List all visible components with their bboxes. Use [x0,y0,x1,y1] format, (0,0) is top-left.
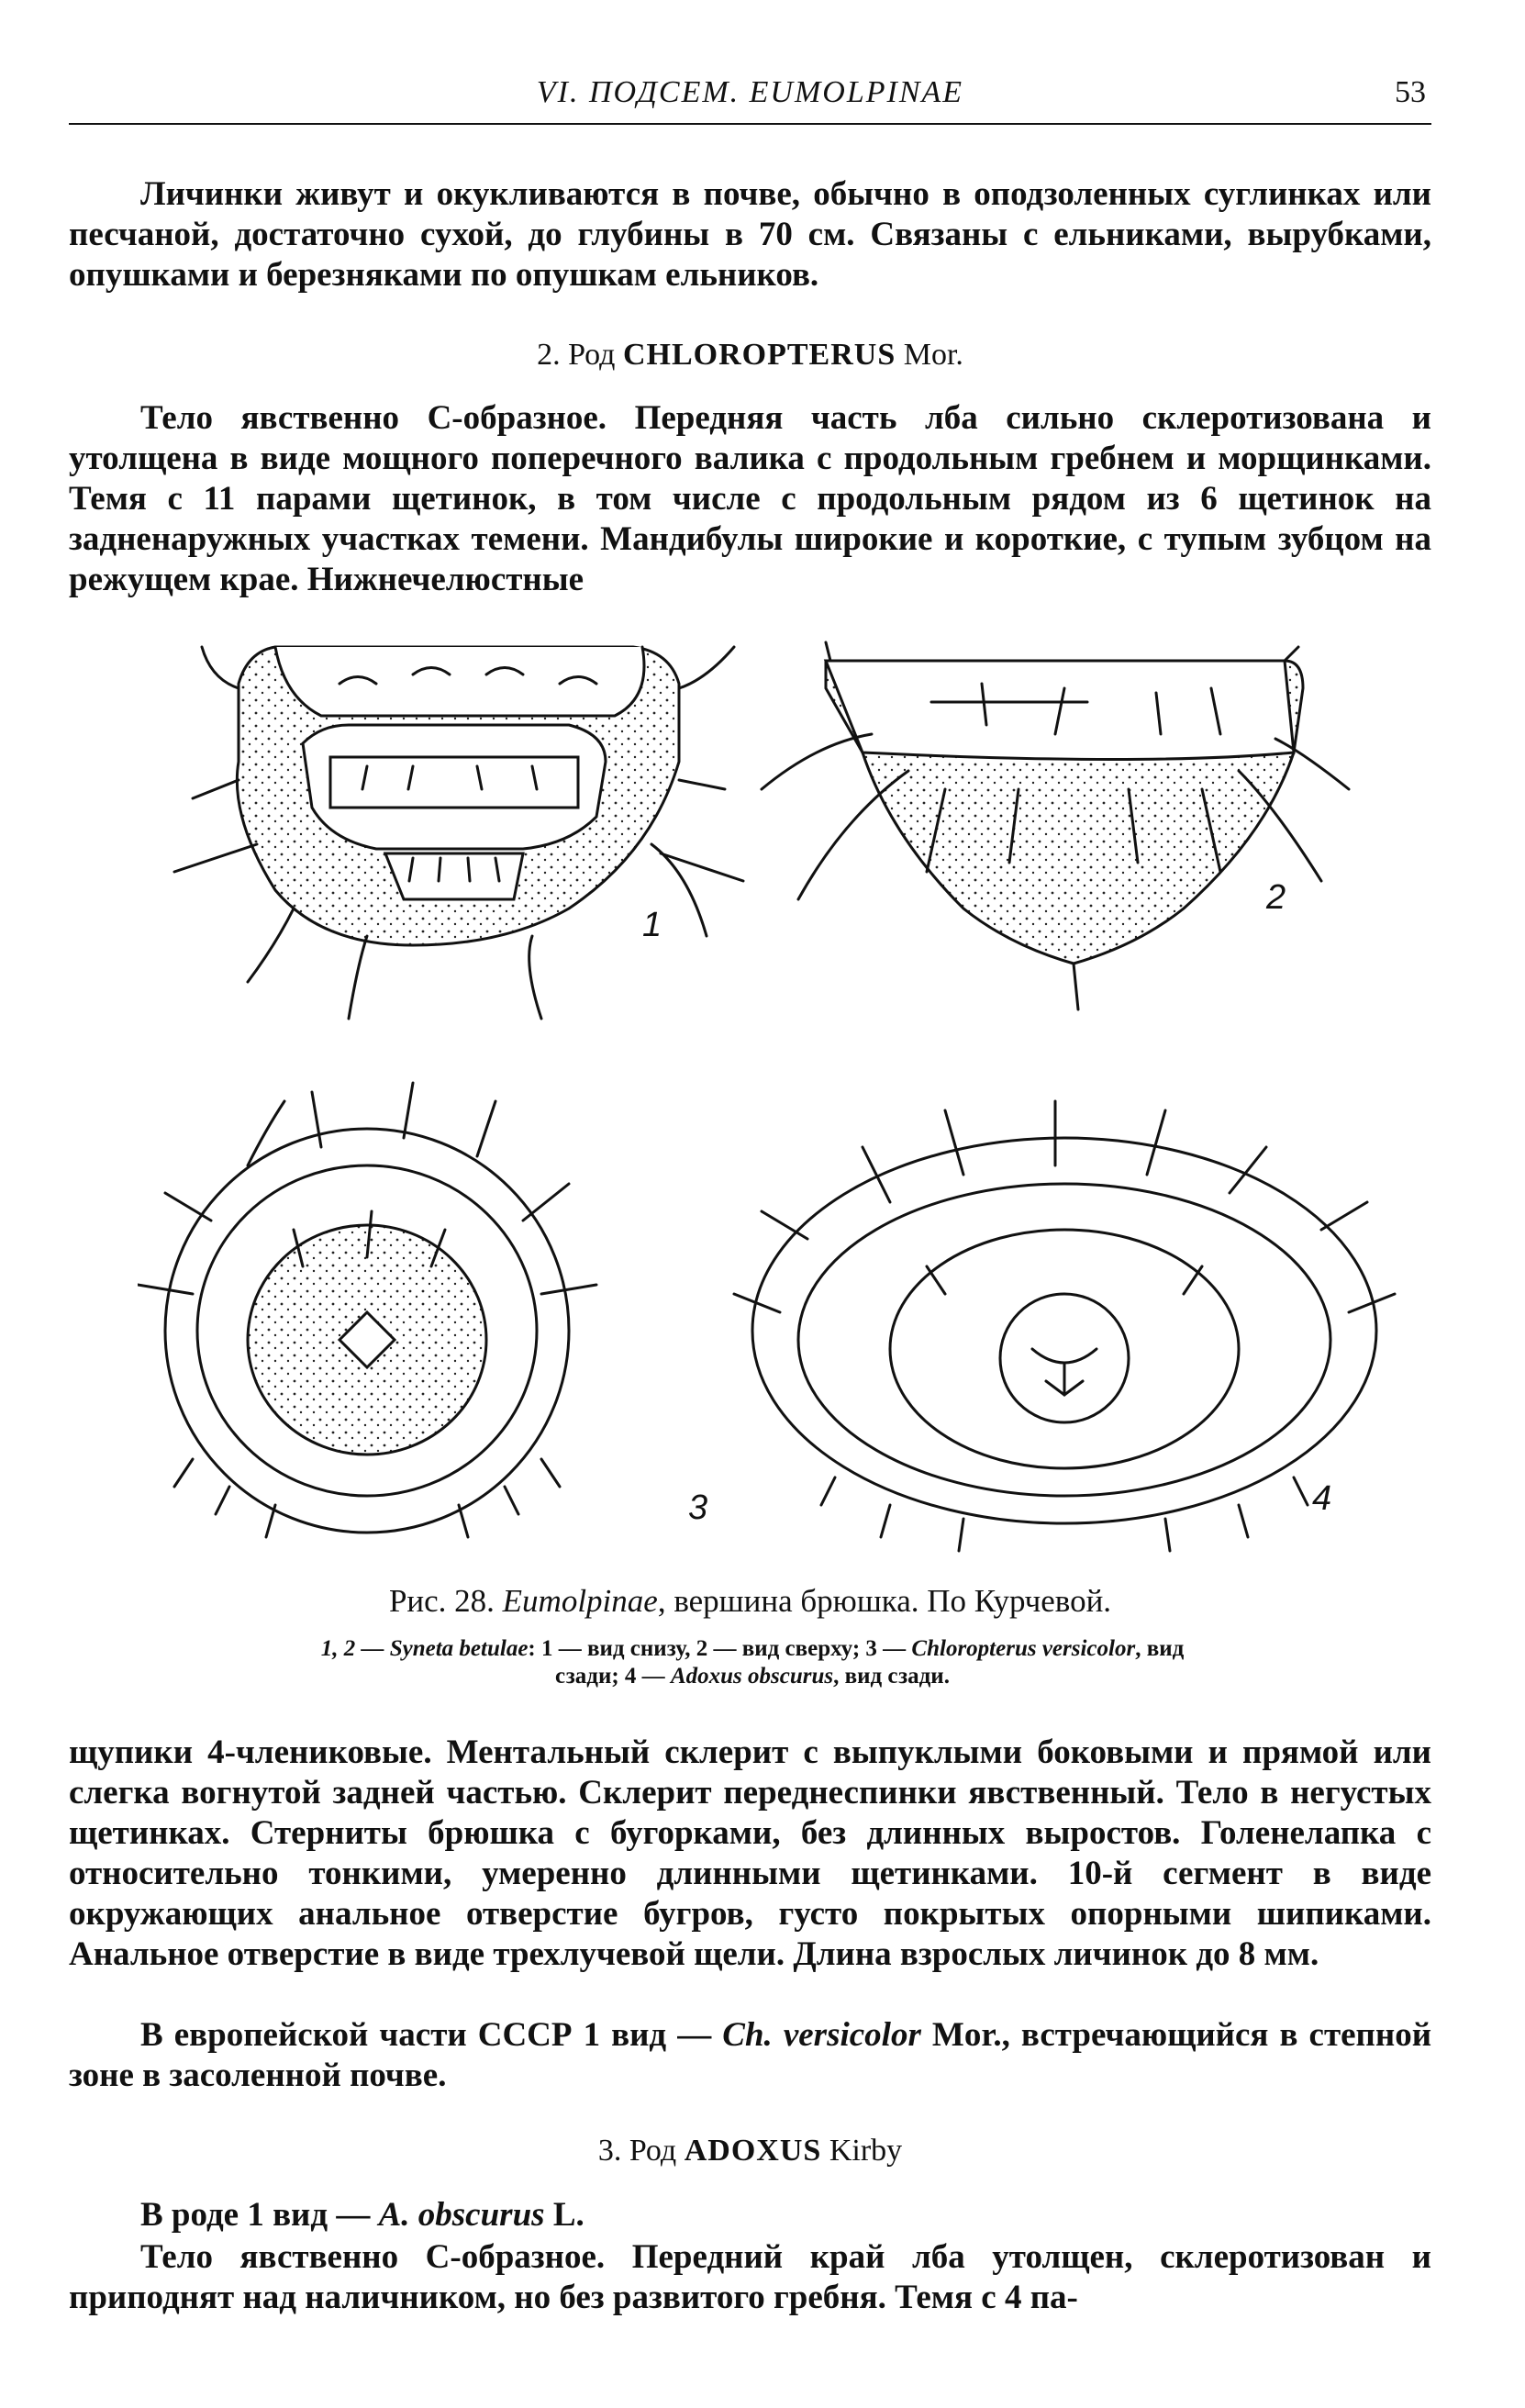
paragraph-2: Тело явственно С-образное. Передняя часть лба сильно склеротизована и утолщена в виде мощного поперечного валика с продольным гребнем и морщинками. Темя с 11 парами щетинок, в том числе с продольным рядом из 6 щетинок на задненаружных участках темени. Мандибулы широкие и короткие, с тупым зубцом на режущем крае. Нижнечелюстные [69,399,1431,598]
legend-text: , вид сзади. [833,1664,950,1689]
section-rank: Род [568,338,616,372]
paragraph-6: Тело явственно С-образное. Передний край лба утолщен, склеротизован и приподнят над наличником, но без развитого гребня. Темя с 4 па- [69,2238,1431,2316]
panel-label-2: 2 [1266,878,1286,917]
legend-text: сзади; 4 — [555,1664,671,1689]
caption-prefix: Рис. 28. [388,1583,495,1619]
header-rule [69,123,1431,125]
drawing-4 [734,1101,1395,1551]
paragraph-4-text: Mor., встречающийся в степной зоне в засоленной почве. [69,2016,1432,2094]
panel-label-1: 1 [642,906,662,944]
paragraph-4-text: В европейской части СССР 1 вид — [140,2016,723,2054]
legend-species-syneta: Syneta betulae [389,1636,529,1661]
figure-legend [110,1635,1395,1690]
page-number: 53 [1395,75,1426,109]
caption-rest: , вершина брюшка. По Курчевой. [657,1583,1112,1619]
genus-name: ADOXUS [684,2134,822,2168]
genus-name: CHLOROPTERUS [622,338,896,372]
section-rank: Род [629,2134,677,2168]
caption-taxon: Eumolpinae [502,1583,658,1619]
legend-species-adoxus: Adoxus obscurus [670,1664,834,1689]
legend-numbers: 1, 2 — [320,1636,390,1661]
paragraph-4 [69,2015,1431,2096]
running-title: VI. ПОДСЕМ. EUMOLPINAE [536,75,964,109]
paragraph-5-species: A. obscurus [378,2196,545,2234]
paragraph-3: щупики 4-члениковые. Ментальный склерит с выпуклыми боковыми и прямой или слегка вогнутой задней частью. Склерит переднеспинки явственный. Тело в негустых щетинках. Стерниты брюшка с бугорками, без длинных выростов. Голенелапка с относительно тонкими, умеренно длинными щетинками. 10-й сегмент в виде окружающих анальное отверстие бугров, густо покрытых опорными шипиками. Анальное отверстие в виде трехлучевой щели. Длина взрослых личинок до 8 мм. [69,1734,1431,1973]
section-number: 3. [597,2134,622,2168]
panel-label-4: 4 [1312,1479,1332,1518]
genus-author: Kirby [829,2134,903,2168]
legend-text: , вид [1135,1636,1185,1661]
figure-drawings [138,633,1441,1560]
paragraph-5-text: В роде 1 вид — [140,2196,379,2234]
legend-line-2 [110,1663,1395,1690]
drawing-2 [762,642,1349,1009]
legend-species-chloropterus: Chloropterus versicolor [911,1636,1136,1661]
figure-caption [69,1583,1431,1620]
section-number: 2. [537,338,561,372]
legend-line-1 [110,1635,1395,1663]
drawing-3 [138,1083,596,1537]
figure-28 [138,633,1441,1560]
section-heading-chloropterus [69,338,1431,373]
panel-label-3: 3 [688,1488,708,1527]
drawing-1 [174,647,743,1019]
paragraph-1: Личинки живут и окукливаются в почве, обычно в оподзоленных суглинках или песчаной, достаточно сухой, до глубины в 70 см. Связаны с ельниками, вырубками, опушками и березняками по опушкам ельников. [69,175,1431,294]
legend-text: : 1 — вид снизу, 2 — вид сверху; 3 — [528,1636,912,1661]
page-header [69,72,1431,127]
paragraph-5 [69,2195,1431,2235]
section-heading-adoxus [69,2134,1431,2168]
paragraph-4-species: Ch. versicolor [722,2016,921,2054]
genus-author: Mor. [903,338,963,372]
paragraph-5-text: L. [544,2196,584,2234]
